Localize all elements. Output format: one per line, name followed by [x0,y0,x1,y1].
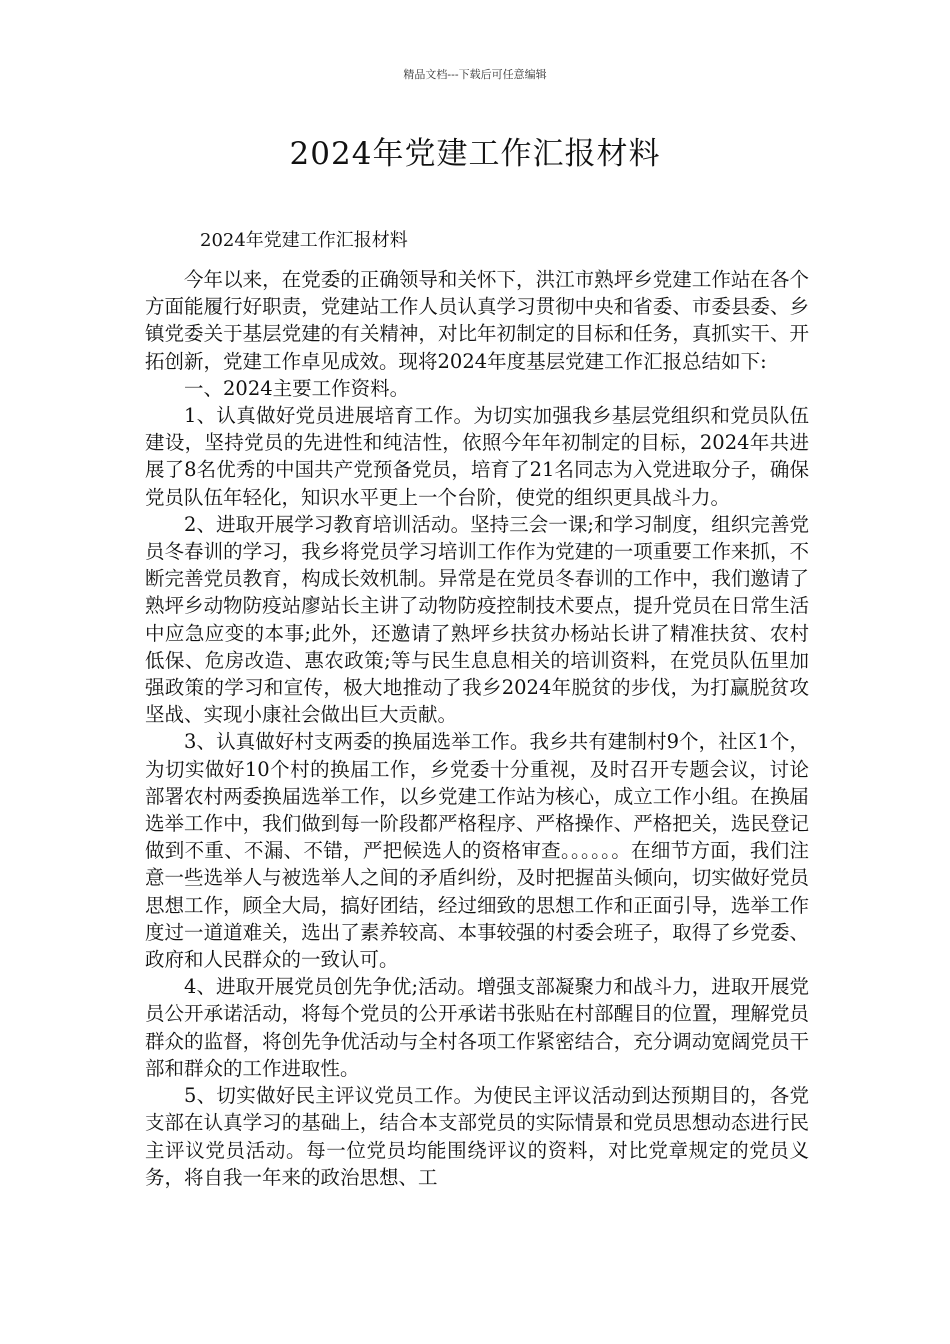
paragraph-item-2: 2、进取开展学习教育培训活动。坚持三会一课;和学习制度，组织完善党员冬春训的学习，我乡将党员学习培训工作作为党建的一项重要工作来抓，不断完善党员教育，构成长效机制。异常是在党员冬春训的工作中，我们邀请了熟坪乡动物防疫站廖站长主讲了动物防疫控制技术要点，提升党员在日常生活中应急应变的本事;此外，还邀请了熟坪乡扶贫办杨站长讲了精准扶贫、农村低保、危房改造、惠农政策;等与民生息息相关的培训资料，在党员队伍里加强政策的学习和宣传，极大地推动了我乡2024年脱贫的步伐，为打赢脱贫攻坚战、实现小康社会做出巨大贡献。 [145,512,809,727]
section-heading: 一、2024主要工作资料。 [184,376,410,400]
header-note: 精品文档---下载后可任意编辑 [403,68,547,81]
paragraph-item-3: 3、认真做好村支两委的换届选举工作。我乡共有建制村9个，社区1个，为切实做好10个村的换届工作，乡党委十分重视，及时召开专题会议，讨论部署农村两委换届选举工作，以乡党建工作站为核心，成立工作小组。在换届选举工作中，我们做到每一阶段都严格程序、严格操作、严格把关，选民登记做到不重、不漏、不错，严把候选人的资格审查。。。。。。在细节方面，我们注意一些选举人与被选举人之间的矛盾纠纷，及时把握苗头倾向，切实做好党员思想工作，顾全大局，搞好团结，经过细致的思想工作和正面引导，选举工作度过一道道难关，选出了素养较高、本事较强的村委会班子，取得了乡党委、政府和人民群众的一致认可。 [145,730,809,972]
paragraph-item-1: 1、认真做好党员进展培育工作。为切实加强我乡基层党组织和党员队伍建设，坚持党员的先进性和纯洁性，依照今年年初制定的目标，2024年共进展了8名优秀的中国共产党预备党员，培育了21名同志为入党进取分子，确保党员队伍年轻化，知识水平更上一个台阶，使党的组织更具战斗力。 [145,404,809,509]
paragraph-item-5: 5、切实做好民主评议党员工作。为使民主评议活动到达预期目的，各党支部在认真学习的基础上，结合本支部党员的实际情景和党员思想动态进行民主评议党员活动。每一位党员均能围绕评议的资料，对比党章规定的党员义务，将自我一年来的政治思想、工 [145,1084,809,1189]
document-title: 2024年党建工作汇报材料 [289,136,661,172]
document-subtitle: 2024年党建工作汇报材料 [200,230,408,251]
paragraph-item-4: 4、进取开展党员创先争优;活动。增强支部凝聚力和战斗力，进取开展党员公开承诺活动，将每个党员的公开承诺书张贴在村部醒目的位置，理解党员群众的监督，将创先争优活动与全村各项工作紧密结合，充分调动宽阔党员干部和群众的工作进取性。 [145,975,809,1080]
document-body [145,266,809,1191]
paragraph-intro: 今年以来，在党委的正确领导和关怀下，洪江市熟坪乡党建工作站在各个方面能履行好职责，党建站工作人员认真学习贯彻中央和省委、市委县委、乡镇党委关于基层党建的有关精神，对比年初制定的目标和任务，真抓实干、开拓创新，党建工作卓见成效。现将2024年度基层党建工作汇报总结如下: [145,268,809,373]
